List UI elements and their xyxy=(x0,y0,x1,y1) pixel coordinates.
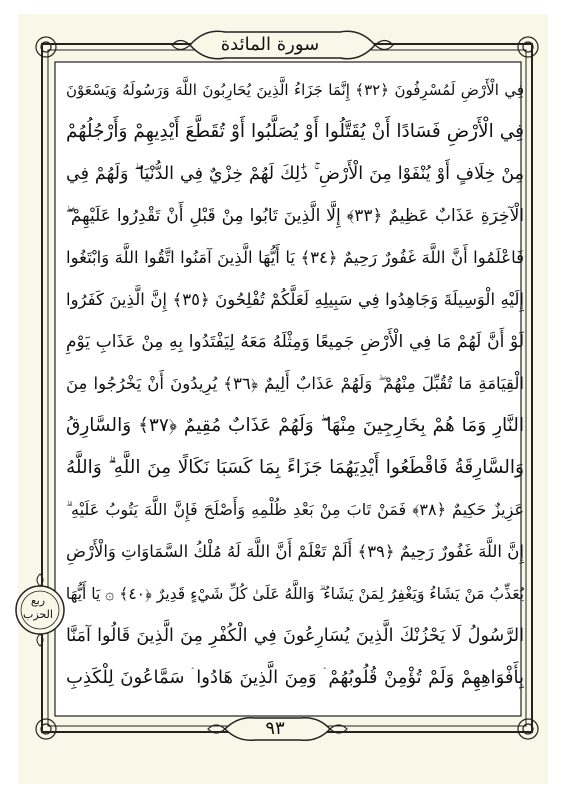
quran-text-block xyxy=(66,70,524,710)
text-line-2: فِي الْأَرْضِ فَسَادًا أَنْ يُقَتَّلُوا أَوْ يُصَلَّبُوا أَوْ تُقَطَّعَ أَيْدِيهِمْ وَأَرْجُلُهُمْ xyxy=(66,121,524,142)
text-line-14: الرَّسُولُ لَا يَحْزُنْكَ الَّذِينَ يُسَارِعُونَ فِي الْكُفْرِ مِنَ الَّذِينَ قَالُوا آمَنَّا xyxy=(66,626,524,646)
hizb-marker-label: ربع الحزب xyxy=(23,594,53,621)
text-line-10: وَالسَّارِقَةُ فَاقْطَعُوا أَيْدِيَهُمَا جَزَاءً بِمَا كَسَبَا نَكَالًا مِنَ اللَّهِ ۗ وَاللَّهُ xyxy=(66,457,524,478)
surah-title: سورة المائدة xyxy=(220,34,320,55)
text-line-7: لَوْ أَنَّ لَهُمْ مَا فِي الْأَرْضِ جَمِيعًا وَمِثْلَهُ مَعَهُ لِيَفْتَدُوا بِهِ مِنْ عَذَابِ يَوْمِ xyxy=(66,332,524,352)
text-line-8: الْقِيَامَةِ مَا تُقُبِّلَ مِنْهُمْ ۖ وَلَهُمْ عَذَابٌ أَلِيمٌ ﴿٣٦﴾ يُرِيدُونَ أَنْ يَخْرُجُوا مِنَ xyxy=(66,374,524,393)
corner-ornament-br xyxy=(518,719,538,739)
page-number: ٩٣ xyxy=(265,718,285,739)
text-line-15: بِأَفْوَاهِهِمْ وَلَمْ تُؤْمِنْ قُلُوبُهُمْ ۛ وَمِنَ الَّذِينَ هَادُوا ۛ سَمَّاعُونَ لِلْكَذِبِ xyxy=(66,667,524,688)
text-line-9: النَّارِ وَمَا هُمْ بِخَارِجِينَ مِنْهَا ۖ وَلَهُمْ عَذَابٌ مُقِيمٌ ﴿٣٧﴾ وَالسَّارِقُ xyxy=(66,415,524,436)
corner-ornament-tl xyxy=(36,37,56,57)
text-line-5: فَاعْلَمُوا أَنَّ اللَّهَ غَفُورٌ رَحِيمٌ ﴿٣٤﴾ يَا أَيُّهَا الَّذِينَ آمَنُوا اتَّقُوا اللَّهَ وَابْتَغُوا xyxy=(66,248,524,267)
text-line-3: مِنْ خِلَافٍ أَوْ يُنْفَوْا مِنَ الْأَرْضِ ۚ ذَٰلِكَ لَهُمْ خِزْيٌ فِي الدُّنْيَا ۖ وَلَهُمْ فِي xyxy=(66,164,524,184)
corner-ornament-bl xyxy=(36,719,56,739)
text-line-4: الْآخِرَةِ عَذَابٌ عَظِيمٌ ﴿٣٣﴾ إِلَّا الَّذِينَ تَابُوا مِنْ قَبْلِ أَنْ تَقْدِرُوا عَلَيْهِمْ ۖ xyxy=(66,206,524,226)
corner-ornament-tr xyxy=(518,37,538,57)
text-line-1: فِي الْأَرْضِ لَمُسْرِفُونَ ﴿٣٢﴾ إِنَّمَا جَزَاءُ الَّذِينَ يُحَارِبُونَ اللَّهَ وَرَسُولَهُ وَيَسْعَوْنَ xyxy=(66,81,524,99)
text-line-6: إِلَيْهِ الْوَسِيلَةَ وَجَاهِدُوا فِي سَبِيلِهِ لَعَلَّكُمْ تُفْلِحُونَ ﴿٣٥﴾ إِنَّ الَّذِينَ كَفَرُوا xyxy=(66,290,524,309)
text-line-12: إِنَّ اللَّهَ غَفُورٌ رَحِيمٌ ﴿٣٩﴾ أَلَمْ تَعْلَمْ أَنَّ اللَّهَ لَهُ مُلْكُ السَّمَاوَاتِ وَالْأَرْضِ xyxy=(66,542,524,561)
text-line-13: يُعَذِّبُ مَنْ يَشَاءُ وَيَغْفِرُ لِمَنْ يَشَاءُ ۗ وَاللَّهُ عَلَىٰ كُلِّ شَيْءٍ قَدِيرٌ ﴿٤٠﴾ ۞ يَا أَيُّهَا xyxy=(66,585,524,603)
text-line-11: عَزِيزٌ حَكِيمٌ ﴿٣٨﴾ فَمَنْ تَابَ مِنْ بَعْدِ ظُلْمِهِ وَأَصْلَحَ فَإِنَّ اللَّهَ يَتُوبُ عَلَيْهِ ۗ xyxy=(66,500,524,519)
